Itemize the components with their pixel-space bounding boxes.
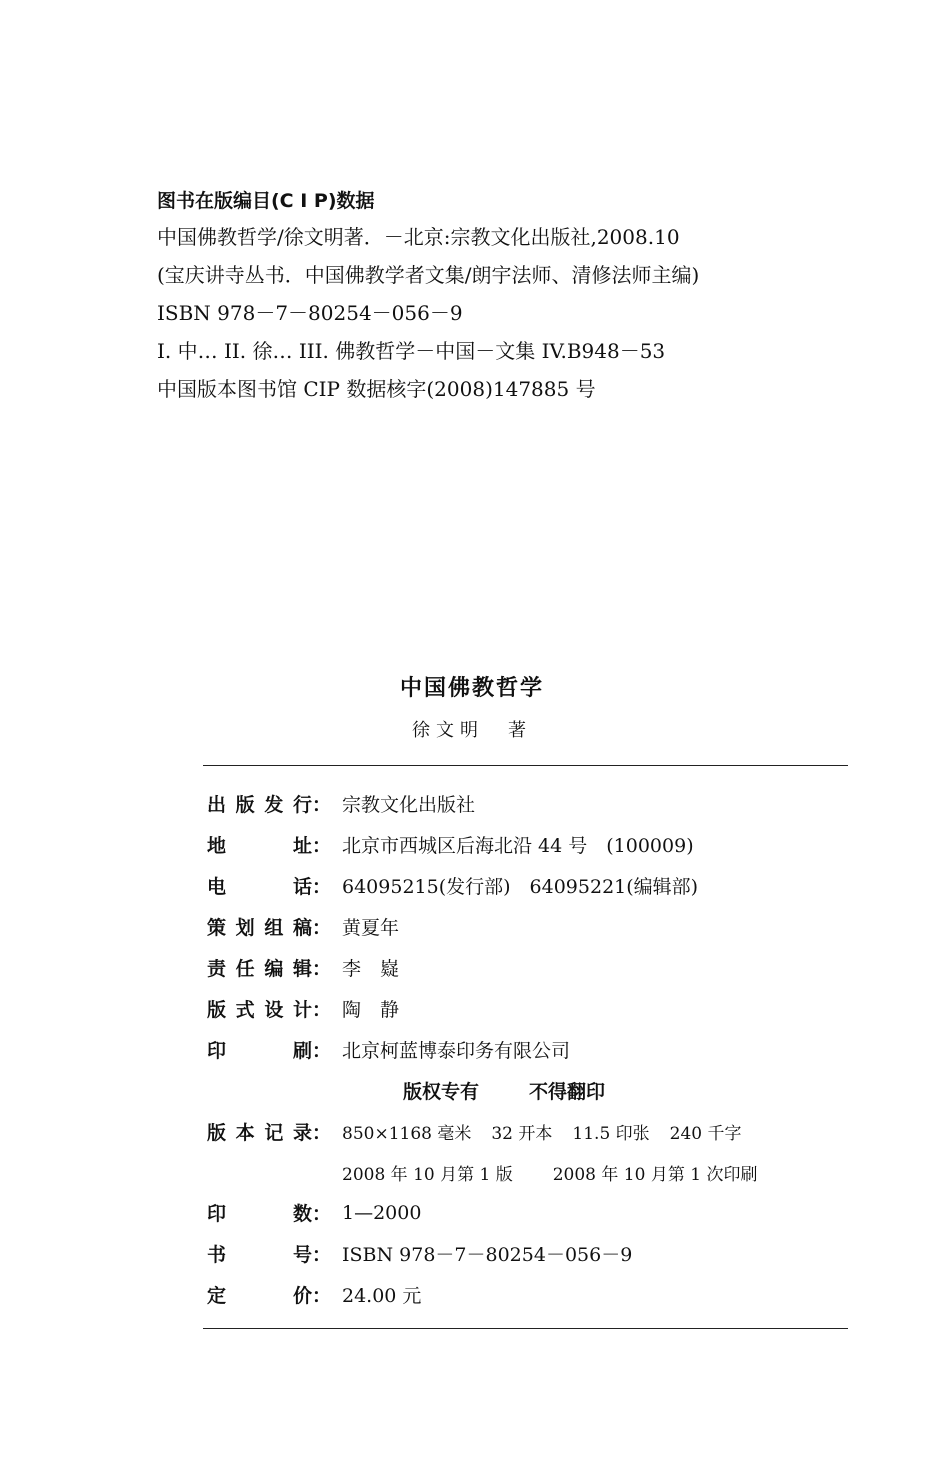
print-run-value: 1—2000	[342, 1201, 422, 1224]
editor-value: 李 嶷	[342, 958, 400, 980]
book-author: 徐文明 著	[412, 720, 532, 741]
colophon-label: 电话 ：	[207, 876, 332, 898]
cip-line-title: 中国佛教哲学/徐文明著．－北京:宗教文化出版社,2008.10	[157, 225, 680, 249]
colophon-label: 印刷 ：	[207, 1040, 332, 1062]
printer-value: 北京柯蓝博泰印务有限公司	[342, 1040, 571, 1062]
edition-specs	[342, 1119, 742, 1144]
cip-line-series: (宝庆讲寺丛书．中国佛教学者文集/朗宇法师、清修法师主编)	[157, 263, 700, 287]
colophon-row-isbn	[207, 1233, 847, 1274]
colophon-row-price	[207, 1274, 847, 1315]
colophon-row-print-run	[207, 1192, 847, 1233]
colophon-label: 地址 ：	[207, 835, 332, 857]
spec-sheets: 11.5 印张	[572, 1124, 650, 1144]
colophon-label: 策划组稿 ：	[207, 917, 332, 939]
colophon-label: 版式设计 ：	[207, 999, 332, 1021]
first-print: 2008 年 10 月第 1 次印刷	[552, 1164, 758, 1185]
price-value: 24.00 元	[342, 1285, 422, 1307]
colophon-label: 版本记录 ：	[207, 1122, 332, 1144]
colophon-label: 责任编辑 ：	[207, 958, 332, 980]
cip-line-isbn: ISBN 978－7－80254－056－9	[157, 301, 463, 325]
colophon-row-phone	[207, 865, 847, 906]
cip-heading: 图书在版编目(C I P)数据	[157, 190, 375, 212]
edition-dates	[207, 1152, 847, 1192]
copyright-notice	[207, 1070, 847, 1111]
colophon-row-address	[207, 824, 847, 865]
publisher-value: 宗教文化出版社	[342, 794, 476, 816]
colophon-label: 定价 ：	[207, 1285, 332, 1307]
colophon-row-editor	[207, 947, 847, 988]
colophon-row-designer	[207, 988, 847, 1029]
copyright-left: 版权专有	[403, 1081, 480, 1103]
cip-line-record-number: 中国版本图书馆 CIP 数据核字(2008)147885 号	[157, 377, 596, 401]
cip-line-classification: I. 中… II. 徐… III. 佛教哲学－中国－文集 IV.B948－53	[157, 339, 666, 363]
spec-format: 32 开本	[491, 1124, 553, 1144]
colophon-row-planner	[207, 906, 847, 947]
spec-size: 850×1168 毫米	[342, 1124, 472, 1144]
phone-value: 64095215(发行部) 64095221(编辑部)	[342, 876, 699, 898]
first-edition: 2008 年 10 月第 1 版	[342, 1164, 513, 1185]
colophon-row-edition	[207, 1111, 847, 1152]
colophon-label: 书号 ：	[207, 1244, 332, 1266]
colophon-row-publisher	[207, 783, 847, 824]
cip-block	[157, 185, 857, 408]
top-divider	[203, 765, 848, 766]
copyright-right: 不得翻印	[529, 1081, 606, 1103]
colophon-row-printer	[207, 1029, 847, 1070]
spec-words: 240 千字	[669, 1124, 742, 1144]
colophon-label: 出版发行 ：	[207, 794, 332, 816]
colophon	[207, 783, 847, 1315]
address-value: 北京市西城区后海北沿 44 号 (100009)	[342, 835, 694, 857]
designer-value: 陶 静	[342, 999, 400, 1021]
book-title: 中国佛教哲学	[399, 676, 544, 701]
isbn-value: ISBN 978－7－80254－056－9	[342, 1244, 633, 1266]
planner-value: 黄夏年	[342, 917, 400, 939]
colophon-label: 印数 ：	[207, 1203, 332, 1225]
bottom-divider	[203, 1328, 848, 1329]
